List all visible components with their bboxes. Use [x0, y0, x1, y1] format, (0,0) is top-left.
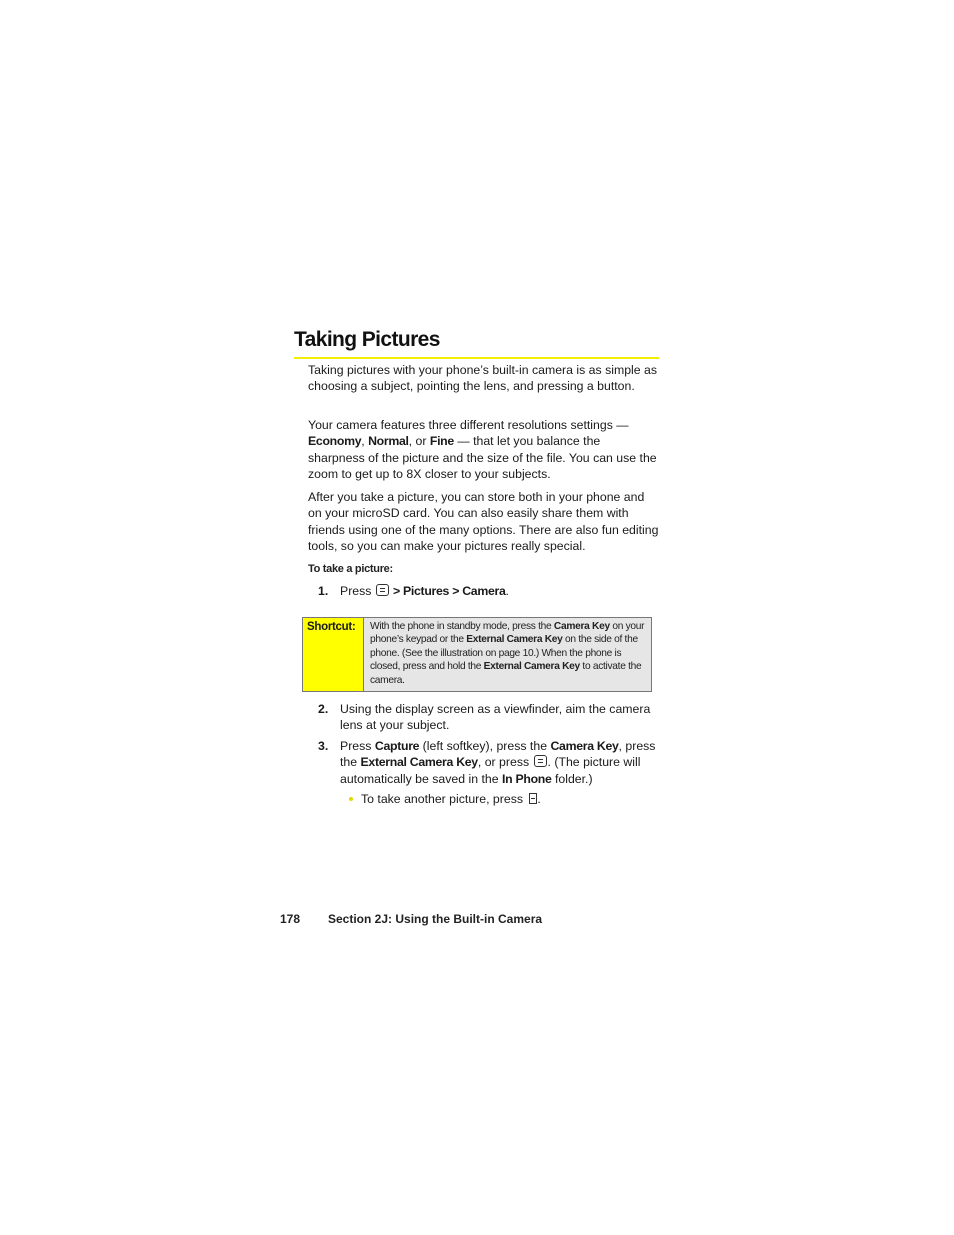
- storage-paragraph: After you take a picture, you can store both in your phone and on your microSD card. You can also easily share them with friends using one of the many options. There are also fun editing tools, so you can make your pictures really special.: [308, 490, 659, 553]
- menu-path: > Pictures > Camera: [389, 584, 506, 598]
- step-2: 2. Using the display screen as a viewfinder, aim the camera lens at your subject.: [318, 702, 651, 733]
- procedure-heading: To take a picture:: [308, 563, 393, 575]
- menu-key-icon: [534, 755, 547, 767]
- page-title: Taking Pictures: [294, 328, 659, 359]
- menu-key-icon: [376, 584, 389, 596]
- bullet-item: To take another picture, press .: [349, 791, 541, 807]
- step-number: 2.: [318, 702, 329, 716]
- intro-paragraph: Taking pictures with your phone’s built-in camera is as simple as choosing a subject, pointing the lens, and pressing a button.: [308, 363, 658, 394]
- resolution-paragraph: Your camera features three different resolutions settings — Economy, Normal, or Fine — that let you balance the sharpness of the picture and the size of the file. You can use the zoom to get up to 8X closer to your subjects.: [308, 418, 657, 481]
- economy-option: Economy: [308, 434, 362, 449]
- page-number: 178: [280, 912, 301, 926]
- step-number: 3.: [318, 739, 329, 753]
- fine-option: Fine: [429, 434, 454, 449]
- normal-option: Normal: [368, 434, 409, 449]
- shortcut-text: With the phone in standby mode, press the Camera Key on your phone’s keypad or the External Camera Key on the side of the phone. (See the illustration on page 10.) When the phone is closed, press and hold the External Camera Key to activate the camera.: [370, 621, 645, 686]
- bullet-icon: [349, 797, 353, 801]
- section-title: Section 2J: Using the Built-in Camera: [328, 912, 543, 926]
- shortcut-note: [302, 617, 652, 692]
- step-1: 1. Press > Pictures > Camera.: [318, 584, 509, 598]
- back-key-icon: [529, 793, 537, 804]
- step-number: 1.: [318, 584, 329, 598]
- step-3: 3. Press Capture (left softkey), press the Camera Key, press the External Camera Key, or press . (The picture will automatically be saved in the In Phone folder.): [318, 739, 656, 786]
- shortcut-label: Shortcut:: [303, 618, 364, 691]
